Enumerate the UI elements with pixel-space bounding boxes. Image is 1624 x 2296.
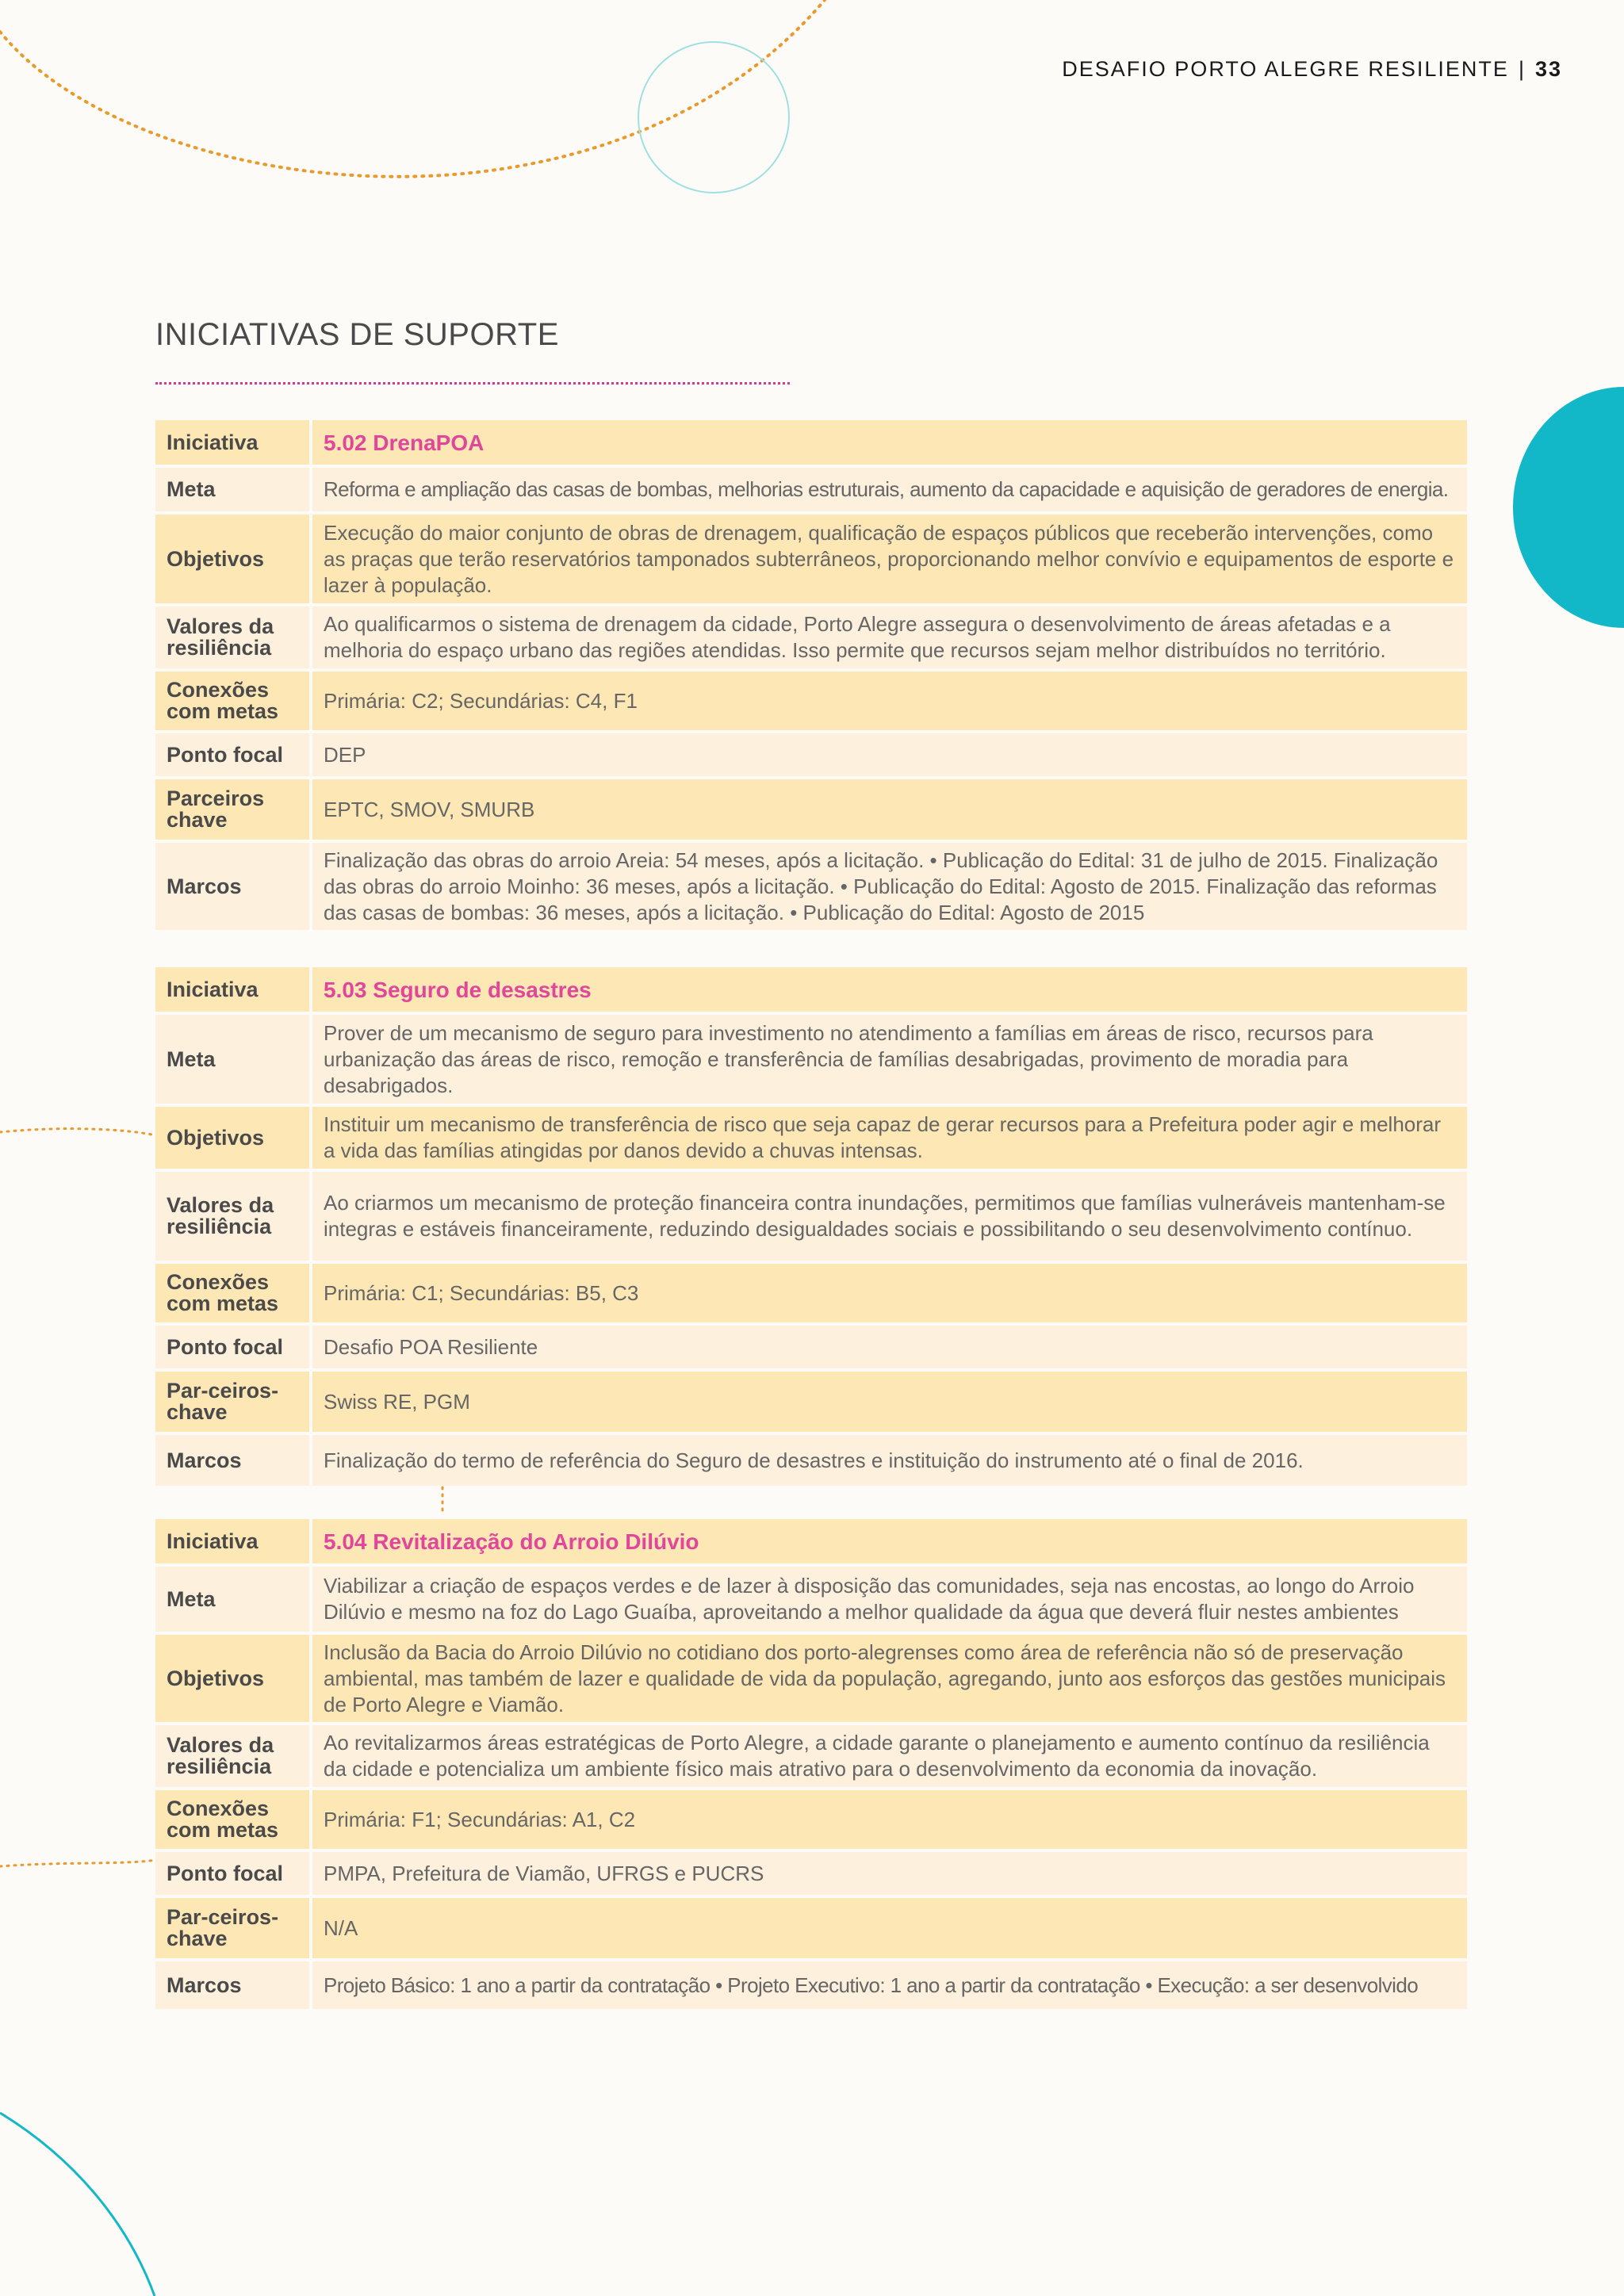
row-ponto-focal: [155, 1326, 1467, 1368]
row-value: Reforma e ampliação das casas de bombas, melhorias estruturais, aumento da capacidade e aquisição de geradores de energia.: [312, 468, 1467, 511]
row-valores: [155, 1725, 1467, 1787]
row-label: Valores da resiliência: [155, 1172, 312, 1261]
row-value: Desafio POA Resiliente: [312, 1326, 1467, 1368]
row-conexoes: [155, 1790, 1467, 1849]
row-parceiros: [155, 779, 1467, 840]
row-value: Ao qualificarmos o sistema de drenagem da cidade, Porto Alegre assegura o desenvolvimento de áreas afetadas e a melhoria do espaço urbano das regiões atendidas. Isso permite que recursos sejam melhor distribuídos no território.: [312, 607, 1467, 668]
row-label: Meta: [155, 1015, 312, 1104]
page-number: 33: [1534, 57, 1562, 81]
row-label: Meta: [155, 468, 312, 511]
row-valores: [155, 607, 1467, 668]
row-label: Ponto focal: [155, 1852, 312, 1895]
row-label: Iniciativa: [155, 967, 312, 1012]
row-parceiros: [155, 1372, 1467, 1432]
row-label: Marcos: [155, 1435, 312, 1486]
row-marcos: [155, 1961, 1467, 2009]
row-label: Objetivos: [155, 1107, 312, 1169]
row-value: Inclusão da Bacia do Arroio Dilúvio no cotidiano dos porto-alegrenses como área de referência não só de preservação ambiental, mas também de lazer e qualidade de vida da população, agregando, junto aos esforços das gestões municipais de Porto Alegre e Viamão.: [312, 1635, 1467, 1722]
row-value: Primária: C1; Secundárias: B5, C3: [312, 1264, 1467, 1322]
initiative-table-5-04: [155, 1516, 1467, 2012]
row-conexoes: [155, 672, 1467, 730]
row-value: PMPA, Prefeitura de Viamão, UFRGS e PUCRS: [312, 1852, 1467, 1895]
row-label: Conexões com metas: [155, 1264, 312, 1322]
row-label: Meta: [155, 1567, 312, 1632]
row-value: Ao criarmos um mecanismo de proteção financeira contra inundações, permitimos que famílias vulneráveis mantenham-se integras e estáveis financeiramente, reduzindo desigualdades sociais e possibilitando o seu desenvolvimento contínuo.: [312, 1172, 1467, 1261]
row-ponto-focal: [155, 1852, 1467, 1895]
row-iniciativa: [155, 967, 1467, 1012]
row-label: Parceiros chave: [155, 779, 312, 840]
row-value: Ao revitalizarmos áreas estratégicas de Porto Alegre, a cidade garante o planejamento e aumento contínuo da resiliência da cidade e potencializa um ambiente físico mais atrativo para o desenvolvimento da economia da inovação.: [312, 1725, 1467, 1787]
row-ponto-focal: [155, 733, 1467, 776]
row-marcos: [155, 1435, 1467, 1486]
orange-dotted-mark-1: [0, 1129, 155, 1135]
initiative-title: 5.03 Seguro de desastres: [312, 967, 1467, 1012]
row-value: Swiss RE, PGM: [312, 1372, 1467, 1432]
teal-half-disc: [1513, 387, 1624, 628]
row-meta: [155, 1015, 1467, 1104]
initiative-title: 5.02 DrenaPOA: [312, 420, 1467, 465]
row-conexoes: [155, 1264, 1467, 1322]
initiative-title: 5.04 Revitalização do Arroio Dilúvio: [312, 1519, 1467, 1563]
row-valores: [155, 1172, 1467, 1261]
initiative-table-5-02: [155, 417, 1467, 933]
row-objetivos: [155, 515, 1467, 603]
document-title: DESAFIO PORTO ALEGRE RESILIENTE: [1062, 57, 1509, 81]
row-value: Primária: F1; Secundárias: A1, C2: [312, 1790, 1467, 1849]
row-value: Finalização das obras do arroio Areia: 54 meses, após a licitação. • Publicação do Edital: 31 de julho de 2015. Finalização das obras do arroio Moinho: 36 meses, após a licitação. • Publicação do Edital: Agosto de 2015. Finalização das reformas das casas de bombas: 36 meses, após a licitação. • Publicação do Edital: Agosto de 2015: [312, 843, 1467, 930]
row-label: Par-ceiros-chave: [155, 1372, 312, 1432]
row-value: DEP: [312, 733, 1467, 776]
row-label: Par-ceiros-chave: [155, 1898, 312, 1958]
initiative-table-5-03: [155, 964, 1467, 1489]
row-objetivos: [155, 1635, 1467, 1722]
row-value: EPTC, SMOV, SMURB: [312, 779, 1467, 840]
row-value: Primária: C2; Secundárias: C4, F1: [312, 672, 1467, 730]
orange-dotted-mark-2: [0, 1860, 155, 1866]
row-label: Iniciativa: [155, 1519, 312, 1563]
row-label: Marcos: [155, 1961, 312, 2009]
row-label: Objetivos: [155, 515, 312, 603]
section-title: INICIATIVAS DE SUPORTE: [155, 317, 559, 352]
row-parceiros: [155, 1898, 1467, 1958]
row-marcos: [155, 843, 1467, 930]
row-iniciativa: [155, 420, 1467, 465]
orange-dotted-arc: [0, 0, 825, 177]
row-label: Valores da resiliência: [155, 1725, 312, 1787]
row-meta: [155, 468, 1467, 511]
row-objetivos: [155, 1107, 1467, 1169]
row-value: Finalização do termo de referência do Seguro de desastres e instituição do instrumento até o final de 2016.: [312, 1435, 1467, 1486]
teal-outline-circle: [638, 42, 789, 193]
row-iniciativa: [155, 1519, 1467, 1563]
row-label: Valores da resiliência: [155, 607, 312, 668]
row-value: Instituir um mecanismo de transferência de risco que seja capaz de gerar recursos para a Prefeitura poder agir e melhorar a vida das famílias atingidas por danos devido a chuvas intensas.: [312, 1107, 1467, 1169]
teal-outline-arc: [0, 2113, 155, 2296]
row-value: Projeto Básico: 1 ano a partir da contratação • Projeto Executivo: 1 ano a partir da contratação • Execução: a ser desenvolvido: [312, 1961, 1467, 2009]
section-title-divider: [155, 382, 790, 385]
row-value: Execução do maior conjunto de obras de drenagem, qualificação de espaços públicos que receberão intervenções, como as praças que terão reservatórios tamponados subterrâneos, proporcionando melhor convívio e equipamentos de esporte e lazer à população.: [312, 515, 1467, 603]
row-label: Objetivos: [155, 1635, 312, 1722]
row-label: Conexões com metas: [155, 672, 312, 730]
row-label: Ponto focal: [155, 1326, 312, 1368]
row-value: Prover de um mecanismo de seguro para investimento no atendimento a famílias em áreas de risco, recursos para urbanização das áreas de risco, remoção e transferência de famílias desabrigadas, provimento de moradia para desabrigados.: [312, 1015, 1467, 1104]
row-label: Marcos: [155, 843, 312, 930]
row-label: Conexões com metas: [155, 1790, 312, 1849]
page-header: [1062, 57, 1562, 82]
row-label: Ponto focal: [155, 733, 312, 776]
row-label: Iniciativa: [155, 420, 312, 465]
row-value: N/A: [312, 1898, 1467, 1958]
row-meta: [155, 1567, 1467, 1632]
header-separator: |: [1518, 57, 1526, 81]
row-value: Viabilizar a criação de espaços verdes e de lazer à disposição das comunidades, seja nas encostas, ao longo do Arroio Dilúvio e mesmo na foz do Lago Guaíba, aproveitando a melhor qualidade da água que deverá fluir nestes ambientes: [312, 1567, 1467, 1632]
